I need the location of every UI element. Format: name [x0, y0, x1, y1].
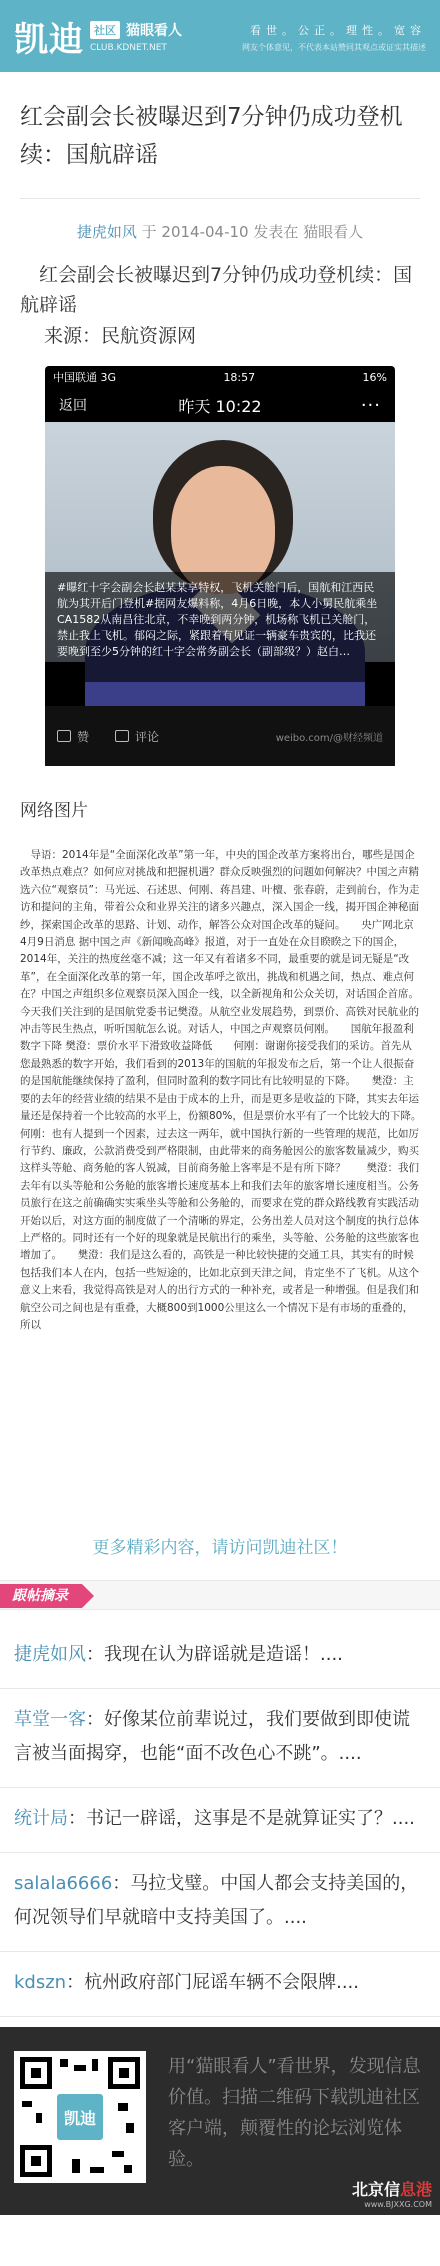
channel-name[interactable]: 猫眼看人: [126, 22, 182, 39]
title-block: [20, 72, 420, 199]
phone-nav-title: 昨天 10:22: [178, 396, 262, 416]
article-body-wrap: [20, 847, 438, 1523]
qr-module: [90, 2167, 104, 2173]
qr-module: [126, 2123, 134, 2133]
app-promo-footer: [0, 2027, 440, 2215]
article: [0, 72, 440, 1580]
comment-user[interactable]: 草堂一客: [14, 1709, 86, 1730]
comment-user[interactable]: 捷虎如风: [14, 1644, 86, 1665]
more-content-link[interactable]: 更多精彩内容，请访问凯迪社区！: [92, 1538, 348, 1558]
qr-module: [22, 2101, 32, 2107]
byline: [20, 199, 420, 260]
credit-name-part1: 北京信: [351, 2180, 400, 2199]
site-logo[interactable]: [14, 12, 182, 61]
embedded-phone-screenshot[interactable]: [45, 366, 395, 766]
qr-module: [36, 2113, 42, 2123]
qr-module: [124, 2165, 132, 2173]
phone-time: 18:57: [223, 370, 256, 384]
qr-module: [60, 2059, 68, 2067]
qr-finder: [108, 2057, 140, 2089]
article-lead: 红会副会长被曝迟到7分钟仍成功登机续：国航辟谣: [20, 264, 413, 316]
phone-action-bar: [45, 706, 395, 766]
comment-text: ：我现在认为辟谣就是造谣！....: [86, 1644, 343, 1665]
comment-user[interactable]: kdszn: [14, 1972, 67, 1993]
phone-watermark: weibo.com/@财经频道: [275, 732, 383, 744]
comments-header: [0, 1580, 440, 1610]
logo-text: 凯迪: [14, 19, 84, 60]
phone-weibo-caption: #曝红十字会副会长赵某某享特权，飞机关舱门后，国航和江西民航为其开后门登机#据网友爆料称，4月6日晚，本人小舅民航乘坐CA1582从南昌往北京，不幸晚到两分钟，机场称飞机已关舱门，禁止我上飞机。郁闷之际，紧跟着有见证一辆豪车贵宾的，比我还要晚到至少5分钟的红十字会常务副会长（副部级？）赵白…: [45, 572, 395, 682]
logo-meta: [90, 20, 182, 53]
comment-item[interactable]: [0, 1952, 440, 2017]
qr-module: [72, 2159, 80, 2173]
credit-name-part2: 息港: [399, 2180, 432, 2199]
site-credit: [352, 2177, 432, 2209]
article-title: 红会副会长被曝迟到7分钟仍成功登机续：国航辟谣: [20, 104, 403, 168]
article-body: 导语：2014年是“全面深化改革”第一年，中央的国企改革方案将出台，哪些是国企改革热点难点？如何应对挑战和把握机遇？群众反映强烈的问题如何解决？中国之声精选六位“观察员”：马光远、石述思、何刚、蒋昌建、叶檀、张春蔚，走到前台，作为走访和提问的主角，带着公众和业界关注的诸多兴趣点，深入国企一线，揭开国企神秘面纱，探索国企改革的思路、计划、动作，解答公众对国企改革的疑问。 央广网北京4月9日消息 据中国之声《新闻晚高峰》报道，对于一直处在众目睽睽之下的国企，2014年，关注的热度丝毫不减；这一年又有着诸多不同，最重要的就是词无疑是“改革”，在全面深化改革的第一年，国企改革呼之欲出，挑战和机遇之间，热点、难点何在？中国之声组织多位观察员深入国企一线，以全新视角和公众关切，对话国企首席。今天我们关注到的是国航党委书记樊澄。从航空业发展趋势，到票价、高铁对民航业的冲击等民生热点，听听国航怎么说。对话人，中国之声观察员何刚。 国航年报盈利数字下降 樊澄：票价水平下滑致收益降低 何刚：谢谢你接受我们的采访。首先从您最熟悉的数字开始，我们看到的2013年的国航的年报发布之后，第一个让人很振奋的是国航能继续保持了盈利，但同时盈利的数字同比有比较明显的下降。 樊澄：主要的去年的经营业绩的结果不是由于成本的上升，而是更多是收益的下降，其实去年运量还是保持着一个比较高的水平上，份额80%，但是票价水平有了一个比较大的下降。 何刚：也有人提到一个因素，过去这一两年，就中国执行新的一些管理的规范，比如厉行节约、廉政，公款消费受到严格限制，由此带来的商务舱因公的旅客数量减少，购买这样头等舱、商务舱的客人锐减，目前商务舱上客率是不是有所下降？ 樊澄：我们去年有以头等舱和公务舱的旅客增长速度基本上和我们去年的旅客增长速度相当。公务员旅行在这之前确确实实乘坐头等舱和公务舱的，而要求在党的群众路线教育实践活动开始以后，对这方面的制度做了一个清晰的界定，公务出差人员对这个制度的执行总体上严格的。同时还有一个好的现象就是民航出行的乘坐，头等舱、公务舱的这些旅客也增加了。 樊澄：我们是这么看的，高铁是一种比较快捷的交通工具，其实有的时候包括我们本人在内，包括一些短途的，比如北京到天津之间，肯定坐不了飞机。从这个意义上来看，我觉得高铁是对人的出行方式的一种补充，或者是一种增强。但是我们和航空公司之间也是有重叠，大概800到1000公里这么一个情况下是有市场的重叠的，所以: [20, 849, 438, 1331]
comment-icon: [115, 730, 129, 742]
logo-tag: 社区: [90, 21, 120, 39]
phone-battery: 16%: [362, 370, 387, 384]
qr-code[interactable]: [14, 2051, 146, 2183]
comment-item[interactable]: [0, 1853, 440, 1952]
credit-name: [352, 2177, 432, 2200]
body-fade: [20, 1413, 420, 1523]
qr-module: [112, 2151, 124, 2157]
article-source: 来源：民航资源网: [44, 325, 197, 347]
qr-finder: [20, 2057, 52, 2089]
phone-status-bar: [45, 366, 395, 388]
phone-comment: [115, 728, 159, 745]
comment-text: ：好像某位前辈说过，我们要做到即使谎言被当面揭穿，也能“面不改色心不跳”。....: [14, 1709, 410, 1764]
logo-domain: CLUB.KDNET.NET: [90, 42, 167, 53]
qr-module: [92, 2059, 98, 2071]
comment-item[interactable]: [0, 1788, 440, 1853]
header-motto: 看世。公正。理性。宽容: [250, 24, 426, 37]
image-caption: 网络图片: [20, 801, 88, 821]
comment-text: ：杭州政府部门屁谣车辆不会限牌....: [66, 1972, 359, 1993]
comments-section-label: 跟帖摘录: [0, 1584, 82, 1608]
comment-user[interactable]: salala6666: [14, 1873, 113, 1894]
credit-url: www.BJXXG.COM: [364, 2200, 432, 2209]
author-link[interactable]: 捷虎如风: [76, 223, 137, 241]
channel-link[interactable]: 猫眼看人: [303, 223, 364, 241]
comment-text: ：马拉戈璧。中国人都会支持美国的，何况领导们早就暗中支持美国了。....: [14, 1873, 419, 1928]
phone-comment-label: 评论: [135, 729, 160, 744]
logo-row: [90, 20, 182, 40]
site-header: [0, 0, 440, 72]
app-promo-text: 用“猫眼看人”看世界，发现信息价值。扫描二维码下载凯迪社区客户端，颠覆性的论坛浏览体验。: [168, 2056, 421, 2170]
qr-badge-logo: 凯迪: [54, 2091, 106, 2143]
header-disclaimer: 网友个体意见，不代表本站赞同其观点或证实其描述: [242, 43, 426, 52]
comments-list: [0, 1624, 440, 2017]
like-icon: [57, 730, 71, 742]
phone-more-icon: ···: [360, 394, 381, 416]
header-motto-block: [242, 22, 426, 53]
phone-back-button: 返回: [59, 398, 87, 414]
qr-module: [118, 2103, 128, 2111]
post-meta: 于 2014-04-10 发表在: [141, 223, 299, 241]
qr-module: [74, 2065, 86, 2071]
phone-carrier: 中国联通 3G: [53, 371, 117, 384]
comment-item[interactable]: [0, 1624, 440, 1689]
qr-finder: [20, 2145, 52, 2177]
phone-nav-bar: [45, 388, 395, 422]
phone-like: [57, 728, 89, 745]
comment-text: ：书记一辟谣，这事是不是就算证实了？....: [68, 1808, 415, 1829]
comment-user[interactable]: 统计局: [14, 1808, 68, 1829]
comment-item[interactable]: [0, 1689, 440, 1788]
phone-like-label: 赞: [77, 729, 90, 744]
